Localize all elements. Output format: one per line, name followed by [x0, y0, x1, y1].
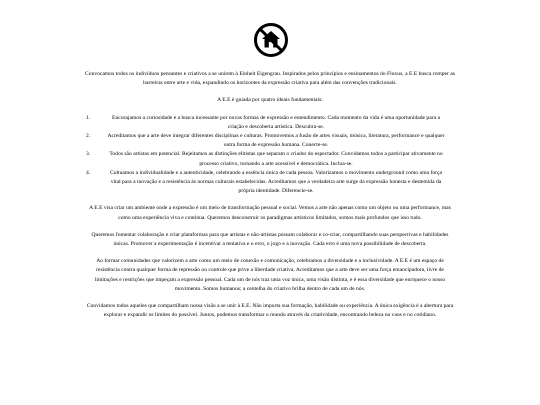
ideal-number: 2. [86, 133, 91, 140]
body-paragraph: A E.E visa criar um ambiente onde a expressão é um meio de transformação pessoal e social. Vemos a arte não apenas como um objeto ou uma performance, mas como uma experiência viva e contínua. Queremos desconstruir os paradigmas artísticos limitados, somos mais profundos que isso tudo. [89, 205, 451, 221]
body-paragraph: Convidamos todos aqueles que compartilham nossa visão a se unir à E.E. Não importa sua formação, habilidade ou experiência. A única exigência é a abertura para explorar e expandir os limites do possível. Juntos, podemos transformar o mundo através da criatividade, encontrando beleza no caos e no cotidiano. [86, 303, 454, 319]
ideal-item [84, 114, 456, 132]
ideal-number: 3. [86, 151, 91, 158]
no-home-icon [253, 22, 289, 58]
ideal-text: Cultuamos a individualidade e a autenticidade, celebrando a essência única de cada pessoa. Valorizamos o movimento underground como uma força vital para a inovação e a resistência às normas culturais estabelecidas. Acreditamos que a verdadeira arte surge da expressão honesta e destemida da própria identidade. Diferencie-se. [109, 169, 443, 195]
ideals-list [84, 114, 456, 197]
manifesto-body [84, 70, 456, 328]
ideal-item [84, 132, 456, 150]
ideal-text: Encorajamos a curiosidade e a busca incessante por novas formas de expressão e entendimento. Cada momento da vida é uma oportunidade para a criação e descoberta artística. Descubra-se. [112, 114, 440, 130]
intro-paragraph: Convocamos todos os indivíduos pensantes e criativos a se unirem à Einheit Eigengrau. Inspirados pelos princípios e ensinamentos do Fluxus, a E.E busca romper as barreiras entre arte e vida, expandindo os horizontes da expressão criativa para além das convenções tradicionais. [85, 71, 455, 87]
body-paragraph: Ao formar comunidades que valorizem a arte como um meio de conexão e comunicação, celebramos a diversidade e a inclusividade. A E.E é um espaço de resistência contra qualquer forma de repressão ou controle que prive a liberdade criativa. Acreditamos que a arte deve ser uma força emancipadora, livre de limitações e restrições que impeçam a expressão pessoal. Cada um de nós traz uma voz única, uma visão distinta, e é essa diversidade que enriquece o nosso movimento. Somos humanos; a centelha do criativo brilha dentro de cada um de nós. [94, 258, 446, 292]
ideals-heading: A E.E é guiada por quatro ideais fundamentais: [217, 97, 323, 104]
body-paragraph: Queremos fomentar colaboração e criar plataformas para que artistas e não-artistas possam colaborar e co-criar, compartilhando suas perspectivas e habilidades únicas. Promover a experimentação é incentivar a tentativa e o erro, o jogo e a inovação. Cada erro é uma nova possibilidade de descoberta. [91, 231, 449, 248]
ideal-item [84, 150, 456, 168]
ideal-text: Todos são artistas em potencial. Rejeitamos as distinções elitistas que separam o criador do espectador. Convidamos todos a participar ativamente no processo criativo, tornando a arte acessível e democrática. Inclua-se. [109, 151, 443, 167]
ideal-number: 4. [86, 169, 91, 176]
ideal-item [84, 169, 456, 197]
ideal-number: 1. [86, 114, 91, 121]
ideal-text: Acreditamos que a arte deve integrar diferentes disciplinas e culturas. Promovemos a fusão de artes visuais, música, literatura, performance e qualquer outra forma de expressão humana. Conecte-se. [107, 133, 445, 149]
